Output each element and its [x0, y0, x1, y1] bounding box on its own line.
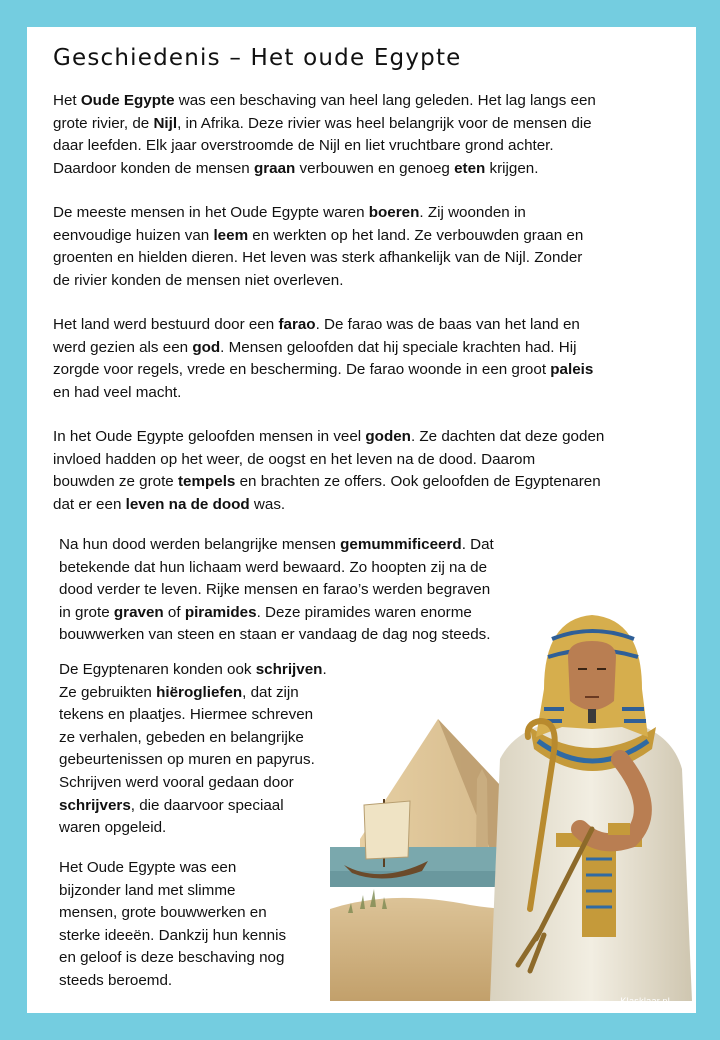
keyword: schrijven — [255, 661, 323, 678]
keyword: graan — [253, 159, 296, 177]
keyword: graven — [113, 603, 164, 621]
keyword: schrijvers — [59, 796, 131, 814]
text-line — [59, 534, 494, 557]
paragraph-pharaoh — [53, 314, 593, 404]
footer-brand: Klasklaar.nl — [620, 996, 670, 1006]
text-line — [53, 314, 593, 337]
keyword: tempels — [177, 473, 236, 491]
text-segment: gebeurtenissen op muren en papyrus. — [59, 751, 315, 769]
keyword: Oude Egypte — [80, 92, 175, 109]
keyword: god — [192, 338, 221, 356]
text-line — [53, 113, 596, 136]
text-line — [59, 682, 327, 705]
text-segment: zorgde voor regels, vrede en bescherming. De farao woonde in een groot — [53, 361, 551, 379]
text-segment: of — [163, 603, 185, 621]
text-line — [59, 817, 327, 840]
text-segment: bouwwerken van steen en staan er vandaag de dag nog steeds. — [59, 626, 491, 644]
text-segment: dood verder te leven. Rijke mensen en farao’s werden begraven — [59, 581, 491, 599]
text-segment: betekende dat hun lichaam werd bewaard. Zo hoopten zij na de — [59, 558, 488, 576]
text-line — [59, 795, 327, 818]
text-segment: de rivier konden de mensen niet overleven. — [53, 271, 344, 289]
text-segment: . Deze piramides waren enorme — [256, 603, 472, 621]
text-segment: was. — [249, 495, 286, 513]
text-segment: waren opgeleid. — [59, 819, 167, 837]
paragraph-gods — [53, 426, 604, 516]
text-line — [59, 749, 327, 772]
text-segment: bijzonder land met slimme — [59, 881, 236, 899]
text-segment: werd gezien als een — [53, 338, 193, 356]
keyword: paleis — [550, 361, 594, 379]
paragraph-conclusion — [59, 857, 286, 993]
text-line — [59, 772, 327, 795]
text-segment: . — [322, 661, 327, 678]
text-segment: . Mensen geloofden dat hij speciale krachten had. Hij — [220, 338, 577, 356]
keyword: piramides — [184, 603, 257, 621]
text-segment: en brachten ze offers. Ook geloofden de Egyptenaren — [235, 473, 601, 491]
pharaoh-pyramid-illustration — [330, 609, 696, 1001]
text-segment: dat er een — [53, 495, 126, 513]
text-segment: . De farao was de baas van het land en — [315, 316, 580, 333]
text-segment: en geloof is deze beschaving nog — [59, 949, 285, 967]
keyword: eten — [454, 159, 486, 177]
text-segment: krijgen. — [485, 159, 539, 177]
text-segment: Ze gebruikten — [59, 683, 157, 701]
text-line — [53, 225, 583, 248]
page-title: Geschiedenis – Het oude Egypte — [53, 45, 462, 71]
text-segment: Het land werd bestuurd door een — [53, 316, 279, 333]
text-segment: en werkten op het land. Ze verbouwden graan en — [248, 226, 584, 244]
keyword: goden — [365, 428, 411, 445]
text-segment: eenvoudige huizen van — [53, 226, 214, 244]
paragraph-farmers — [53, 202, 583, 292]
keyword: leven na de dood — [125, 495, 250, 513]
text-segment: was een beschaving van heel lang geleden. Het lag langs een — [174, 92, 596, 109]
keyword: gemummificeerd — [340, 536, 462, 553]
text-line — [53, 426, 604, 449]
text-line — [59, 557, 494, 580]
text-line — [59, 880, 286, 903]
text-line — [53, 449, 604, 472]
text-segment: In het Oude Egypte geloofden mensen in veel — [53, 428, 366, 445]
text-line — [59, 902, 286, 925]
text-line — [59, 947, 286, 970]
text-segment: , die daarvoor speciaal — [130, 796, 284, 814]
text-segment: . Zij woonden in — [419, 204, 526, 221]
text-segment: tekens en plaatjes. Hiermee schreven — [59, 706, 314, 724]
text-line — [59, 579, 494, 602]
text-segment: ze verhalen, gebeden en belangrijke — [59, 728, 304, 746]
text-segment: Schrijven werd vooral gedaan door — [59, 773, 294, 791]
text-line — [59, 970, 286, 993]
text-segment: daar leefden. Elk jaar overstroomde de Nijl en liet vruchtbare grond achter. — [53, 137, 554, 155]
text-line — [53, 337, 593, 360]
face — [568, 641, 616, 710]
text-line — [59, 925, 286, 948]
keyword: hiërogliefen — [156, 683, 243, 701]
text-segment: invloed hadden op het weer, de oogst en het leven na de dood. Daarom — [53, 450, 536, 468]
text-segment: groenten en hielden dieren. Het leven was sterk afhankelijk van de Nijl. Zonder — [53, 249, 583, 267]
text-segment: steeds beroemd. — [59, 971, 173, 989]
keyword: farao — [278, 316, 316, 333]
obelisk — [476, 769, 488, 849]
text-segment: Daardoor konden de mensen — [53, 159, 254, 177]
text-line — [59, 727, 327, 750]
text-segment: , in Afrika. Deze rivier was heel belangrijk voor de mensen die — [177, 114, 592, 132]
text-line — [53, 270, 583, 293]
keyword: leem — [213, 226, 249, 244]
text-line — [53, 382, 593, 405]
text-segment: grote rivier, de — [53, 114, 154, 132]
text-line — [53, 90, 596, 113]
text-segment: en had veel macht. — [53, 383, 182, 401]
text-segment: , dat zijn — [242, 683, 299, 701]
text-segment: De meeste mensen in het Oude Egypte waren — [53, 204, 369, 221]
text-segment: verbouwen en genoeg — [295, 159, 455, 177]
keyword: Nijl — [153, 114, 178, 132]
text-line — [59, 704, 327, 727]
text-segment: Het — [53, 92, 81, 109]
text-line — [53, 158, 596, 181]
worksheet — [27, 27, 696, 1013]
paragraph-writing — [59, 659, 327, 840]
text-line — [53, 494, 604, 517]
paragraph-river — [53, 90, 596, 180]
text-line — [59, 659, 327, 682]
text-line — [53, 202, 583, 225]
text-segment: bouwden ze grote — [53, 473, 178, 491]
text-line — [53, 247, 583, 270]
text-segment: . Ze dachten dat deze goden — [410, 428, 605, 445]
text-segment: Het Oude Egypte was een — [59, 859, 237, 876]
text-line — [53, 135, 596, 158]
text-line — [53, 471, 604, 494]
text-segment: in grote — [59, 603, 114, 621]
text-segment: . Dat — [461, 536, 494, 553]
keyword: boeren — [368, 204, 420, 221]
text-segment: Na hun dood werden belangrijke mensen — [59, 536, 341, 553]
text-line — [53, 359, 593, 382]
text-segment: sterke ideeën. Dankzij hun kennis — [59, 926, 287, 944]
text-line — [59, 857, 286, 880]
text-segment: De Egyptenaren konden ook — [59, 661, 256, 678]
text-segment: mensen, grote bouwwerken en — [59, 904, 267, 922]
